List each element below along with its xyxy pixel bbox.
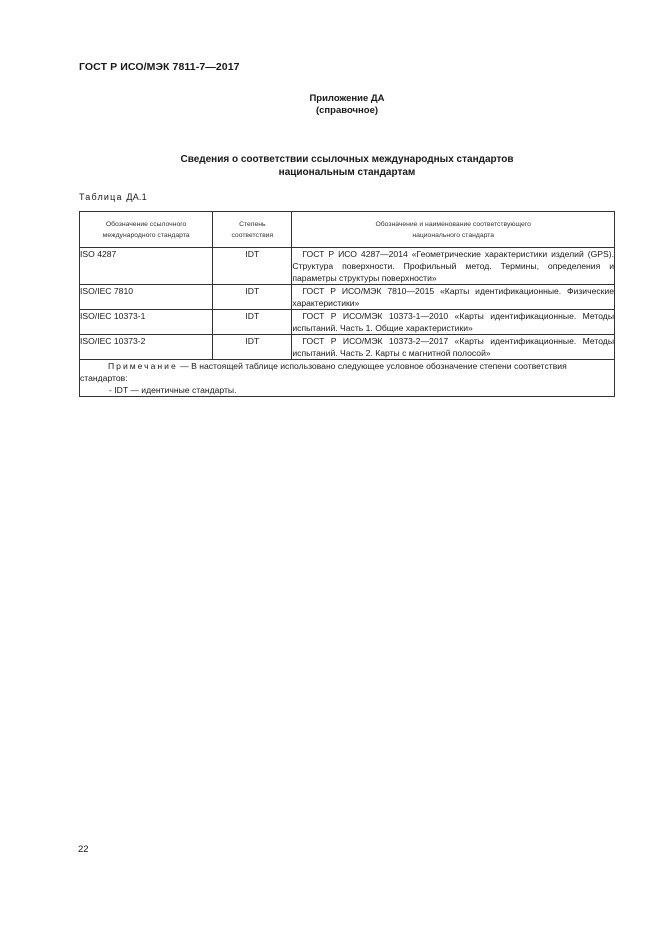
header-col1-line2: международного стандарта — [102, 231, 190, 239]
cell-degree: IDT — [213, 285, 292, 310]
cell-national: ГОСТ Р ИСО/МЭК 10373-1—2010 «Карты идентификационные. Методы испытаний. Часть 1. Общие характеристики» — [292, 311, 614, 333]
table-row — [80, 248, 615, 285]
section-title-line-1: Сведения о соответствии ссылочных международных стандартов — [180, 154, 514, 165]
document-header: ГОСТ Р ИСО/МЭК 7811-7—2017 — [79, 61, 240, 73]
note-text: — В настоящей таблице использовано следующее условное обозначение степени соответствия стандартов: — [80, 361, 567, 383]
table-note — [80, 360, 615, 397]
header-col2-line1: Степень — [239, 220, 266, 228]
table-row — [80, 310, 615, 335]
cell-standard: ISO/IEC 10373-2 — [80, 335, 213, 360]
cell-national: ГОСТ Р ИСО 4287—2014 «Геометрические характеристики изделий (GPS). Структура поверхности. Профильный метод. Термины, определения и параметры структуры поверхности» — [292, 249, 614, 283]
table-caption-number: ДА.1 — [126, 192, 147, 202]
cell-degree: IDT — [213, 248, 292, 285]
appendix-title: Приложение ДА — [309, 93, 385, 104]
cell-degree: IDT — [213, 335, 292, 360]
cell-degree: IDT — [213, 310, 292, 335]
header-col3-line2: национального стандарта — [412, 231, 495, 239]
cell-standard: ISO/IEC 7810 — [80, 285, 213, 310]
header-international-standard — [80, 212, 213, 248]
appendix-heading — [0, 93, 661, 117]
table-caption-word: Таблица — [79, 192, 123, 202]
cell-standard: ISO 4287 — [80, 248, 213, 285]
section-title-line-2: национальным стандартам — [278, 167, 416, 178]
note-paragraph — [80, 360, 614, 384]
note-label: Примечание — [108, 361, 178, 371]
cell-standard: ISO/IEC 10373-1 — [80, 310, 213, 335]
table-caption — [79, 192, 147, 202]
header-national-standard — [292, 212, 615, 248]
note-item: - IDT — идентичные стандарты. — [109, 385, 237, 395]
table-header-row — [80, 212, 615, 248]
table-row — [80, 285, 615, 310]
page-number: 22 — [78, 844, 89, 855]
section-title — [0, 153, 661, 179]
header-col3-line1: Обозначение и наименование соответствующего — [375, 220, 531, 228]
table-note-row — [80, 360, 615, 397]
appendix-type: (справочное) — [315, 105, 379, 116]
correspondence-table — [79, 211, 615, 397]
cell-national: ГОСТ Р ИСО/МЭК 7810—2015 «Карты идентификационные. Физические характеристики» — [292, 286, 614, 308]
header-col1-line1: Обозначение ссылочного — [105, 220, 187, 228]
header-degree-of-correspondence — [213, 212, 292, 248]
table-row — [80, 335, 615, 360]
cell-national: ГОСТ Р ИСО/МЭК 10373-2—2017 «Карты идентификационные. Методы испытаний. Часть 2. Карты с магнитной полосой» — [292, 336, 614, 358]
header-col2-line2: соответствия — [231, 231, 274, 239]
